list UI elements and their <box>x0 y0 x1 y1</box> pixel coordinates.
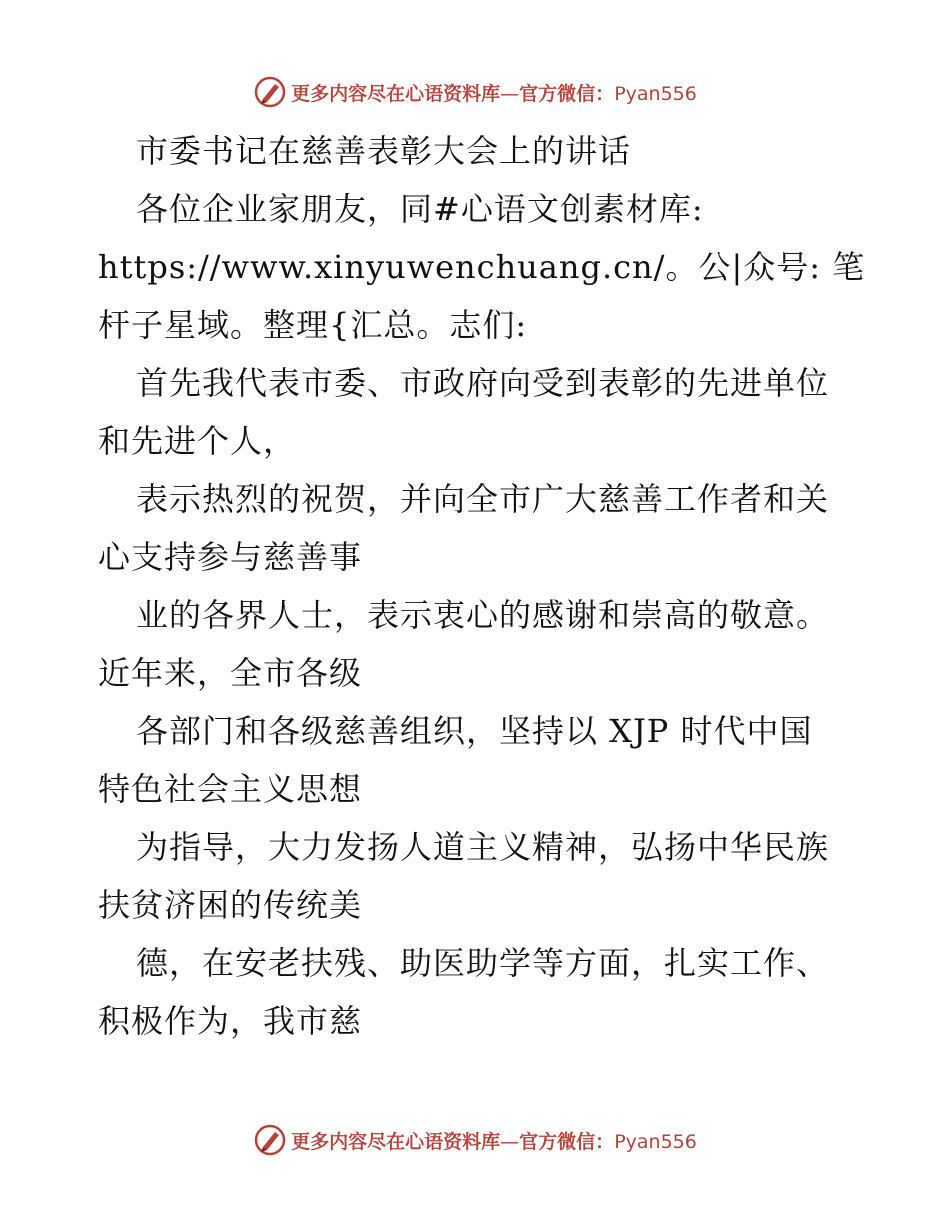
text-line: 为指导，大力发扬人道主义精神，弘扬中华民族 <box>136 828 830 866</box>
pen-logo-icon <box>253 75 287 109</box>
footer-banner <box>0 1120 950 1160</box>
text-line: 各部门和各级慈善组织，坚持以 XJP 时代中国 <box>136 712 813 750</box>
document-body <box>98 122 866 1050</box>
text-line: 近年来，全市各级 <box>98 654 363 692</box>
text-line: 扶贫济困的传统美 <box>98 886 363 924</box>
footer-banner-text <box>291 1127 697 1154</box>
text-line: https://www.xinyuwenchuang.cn/。公|众号: 笔 <box>98 248 866 286</box>
banner-main-text: 更多内容尽在心语资料库 <box>291 1130 501 1153</box>
text-line: 德，在安老扶残、助医助学等方面，扎实工作、 <box>136 944 830 982</box>
banner-dash: — <box>500 1130 520 1153</box>
banner-main-text: 更多内容尽在心语资料库 <box>291 82 501 105</box>
text-line: 各位企业家朋友，同#心语文创素材库: <box>136 190 704 228</box>
pen-logo-icon <box>253 1123 287 1157</box>
text-line: 业的各界人士，表示衷心的感谢和崇高的敬意。 <box>136 596 830 634</box>
text-line: 特色社会主义思想 <box>98 770 363 808</box>
banner-official-text: 官方微信： <box>519 82 615 105</box>
banner-wechat-id: Pyan556 <box>614 82 697 105</box>
banner-official-text: 官方微信： <box>519 1130 615 1153</box>
header-banner <box>0 72 950 112</box>
header-banner-text <box>291 79 697 106</box>
text-line: 首先我代表市委、市政府向受到表彰的先进单位 <box>136 364 830 402</box>
text-line: 市委书记在慈善表彰大会上的讲话 <box>136 132 632 170</box>
text-line: 心支持参与慈善事 <box>98 538 363 576</box>
text-line: 杆子星域。整理{汇总。志们: <box>98 306 528 344</box>
banner-dash: — <box>500 82 520 105</box>
banner-wechat-id: Pyan556 <box>614 1130 697 1153</box>
text-line: 表示热烈的祝贺，并向全市广大慈善工作者和关 <box>136 480 830 518</box>
text-line: 和先进个人， <box>98 422 297 460</box>
text-line: 积极作为，我市慈 <box>98 1002 363 1040</box>
